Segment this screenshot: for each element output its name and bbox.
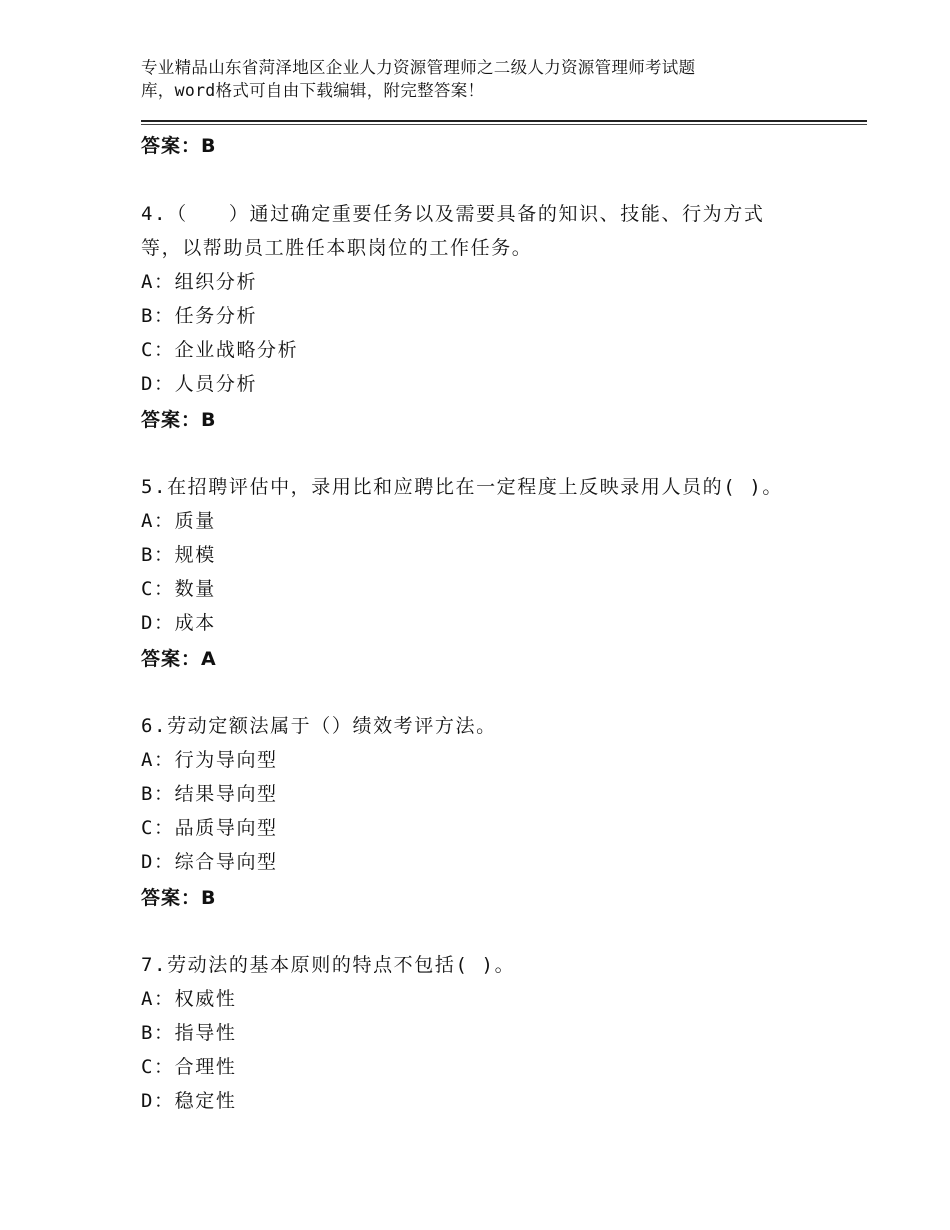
question-5-option-d: D：成本 bbox=[141, 612, 216, 634]
question-6-option-b: B：结果导向型 bbox=[141, 783, 278, 805]
header-line-1: 专业精品山东省菏泽地区企业人力资源管理师之二级人力资源管理师考试题 bbox=[141, 58, 696, 77]
question-7-option-b: B：指导性 bbox=[141, 1022, 237, 1044]
question-6-stem: 6.劳动定额法属于（）绩效考评方法。 bbox=[141, 715, 497, 737]
answer-q3: 答案：B bbox=[141, 135, 217, 157]
question-5-option-c: C：数量 bbox=[141, 578, 216, 600]
question-7-option-d: D：稳定性 bbox=[141, 1090, 237, 1112]
question-4-option-d: D：人员分析 bbox=[141, 373, 258, 395]
question-4-option-a: A：组织分析 bbox=[141, 271, 258, 293]
question-5-option-a: A：质量 bbox=[141, 510, 216, 532]
question-5-stem: 5.在招聘评估中，录用比和应聘比在一定程度上反映录用人员的( )。 bbox=[141, 476, 783, 498]
question-7-option-c: C：合理性 bbox=[141, 1056, 237, 1078]
question-4-option-c: C：企业战略分析 bbox=[141, 339, 299, 361]
question-6-option-d: D：综合导向型 bbox=[141, 851, 278, 873]
answer-q6: 答案：B bbox=[141, 887, 217, 909]
answer-q5: 答案：A bbox=[141, 648, 217, 670]
question-4-stem-line2: 等，以帮助员工胜任本职岗位的工作任务。 bbox=[141, 237, 533, 259]
question-6-option-c: C：品质导向型 bbox=[141, 817, 278, 839]
question-6-option-a: A：行为导向型 bbox=[141, 749, 278, 771]
header-divider-thick bbox=[141, 120, 867, 122]
header-divider-thin bbox=[141, 124, 867, 125]
document-header bbox=[141, 56, 781, 102]
question-4-stem-line1: 4.（ ）通过确定重要任务以及需要具备的知识、技能、行为方式 bbox=[141, 203, 765, 225]
answer-q4: 答案：B bbox=[141, 409, 217, 431]
question-7-option-a: A：权威性 bbox=[141, 988, 237, 1010]
question-7-stem: 7.劳动法的基本原则的特点不包括( )。 bbox=[141, 954, 516, 976]
header-line-2: 库，word格式可自由下载编辑，附完整答案！ bbox=[141, 81, 485, 100]
question-4-option-b: B：任务分析 bbox=[141, 305, 258, 327]
question-5-option-b: B：规模 bbox=[141, 544, 216, 566]
